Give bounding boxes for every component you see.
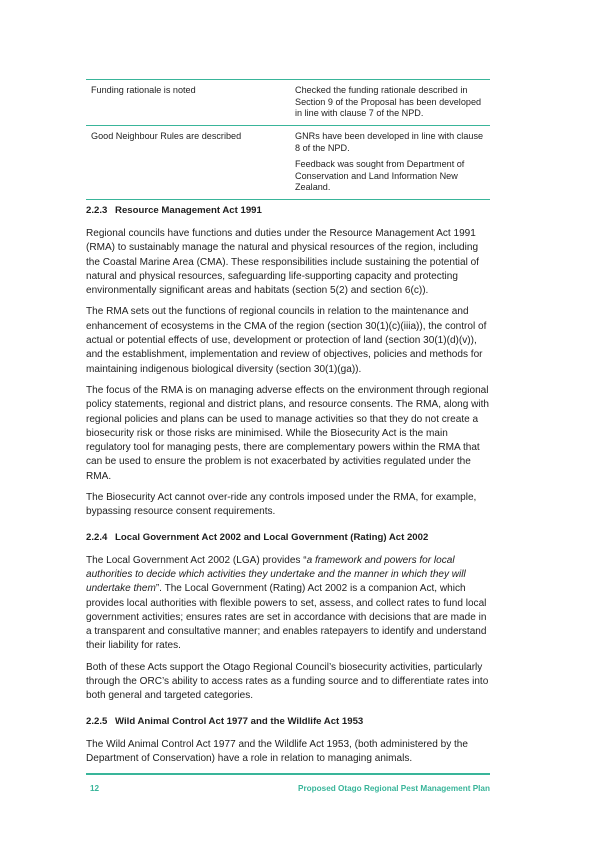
footer-divider	[86, 773, 490, 775]
table-cell-detail	[294, 80, 490, 126]
section-heading	[86, 205, 494, 217]
section-heading	[86, 716, 494, 728]
cell-paragraph: Checked the funding rationale described in Section 9 of the Proposal has been developed in line with clause 7 of the NPD.	[295, 85, 482, 119]
section-number: 2.2.5	[86, 715, 108, 727]
table-cell-label: Funding rationale is noted	[91, 85, 196, 95]
paragraph: The Wild Animal Control Act 1977 and the Wildlife Act 1953, (both administered by the Department of Conservation) have a role in relation to managing animals.	[86, 738, 468, 764]
paragraph-text: ”. The Local Government (Rating) Act 2002 is a companion Act, which provides local authorities with flexible powers to set, assess, and collect rates to fund local government activities; ensures rates are set in accordance with decisions that are made in a transparent and consultative manner; and enables ratepayers to identify and understand their liability for rates.	[86, 583, 487, 652]
table-cell-label: Good Neighbour Rules are described	[91, 131, 242, 141]
section-number: 2.2.4	[86, 531, 108, 543]
paragraph	[86, 554, 494, 654]
paragraph: The focus of the RMA is on managing adverse effects on the environment through regional policy statements, regional and district plans, and resource consents. The RMA, along with regional policies and plans can be used to manage activities so that they do not create a biosecurity risk or those risks are minimised. While the Biosecurity Act is the main regulatory tool for managing pests, there are complementary powers within the RMA that can be used to ensure the problem is not exacerbated by activities regulated under the RMA.	[86, 384, 490, 482]
paragraph: Regional councils have functions and duties under the Resource Management Act 1991 (RMA) to sustainably manage the natural and physical resources of the region, including the Coastal Marine Area (CMA). These responsibilities include sustaining the potential of natural and physical resources, safeguarding life-supporting capacity and protecting environmentally significant areas and habitats (section 5(2) and section 6(c)).	[86, 228, 479, 297]
table-cell-detail	[294, 126, 490, 200]
section-number: 2.2.3	[86, 205, 108, 216]
document-body	[86, 205, 494, 773]
cell-paragraph: GNRs have been developed in line with clause 8 of the NPD.	[295, 131, 484, 153]
cell-paragraph: Feedback was sought from Department of Conservation and Land Information New Zealand.	[295, 159, 465, 193]
table-row	[86, 126, 490, 200]
section-title: Wild Animal Control Act 1977 and the Wildlife Act 1953	[115, 715, 364, 727]
paragraph: Both of these Acts support the Otago Regional Council’s biosecurity activities, particularly through the ORC’s ability to access rates as a funding source and to differentiate rates into both general and targeted categories.	[86, 661, 489, 702]
requirements-table	[86, 79, 490, 200]
footer-title: Proposed Otago Regional Pest Management Plan	[298, 784, 490, 793]
section-title: Resource Management Act 1991	[115, 205, 262, 216]
quoted-text: a framework and powers for local authorities to decide which activities they undertake and the manner in which they will undertake them	[86, 554, 466, 595]
paragraph-text: The Local Government Act 2002 (LGA) provides “	[86, 554, 307, 566]
paragraph: The RMA sets out the functions of regional councils in relation to the maintenance and enhancement of ecosystems in the CMA of the region (section 30(1)(c)(iiia)), the control of actual or potential effects of use, development or protection of land (section 30(1)(d)(v)), and the establishment, implementation and review of objectives, policies and methods for maintaining indigenous biological diversity (section 30(1)(ga)).	[86, 306, 487, 375]
page-number: 12	[90, 784, 100, 793]
table-row	[86, 80, 490, 126]
paragraph: The Biosecurity Act cannot over-ride any controls imposed under the RMA, for example, bypassing resource consent requirements.	[86, 492, 477, 518]
section-title: Local Government Act 2002 and Local Government (Rating) Act 2002	[115, 531, 429, 543]
section-heading	[86, 532, 494, 544]
